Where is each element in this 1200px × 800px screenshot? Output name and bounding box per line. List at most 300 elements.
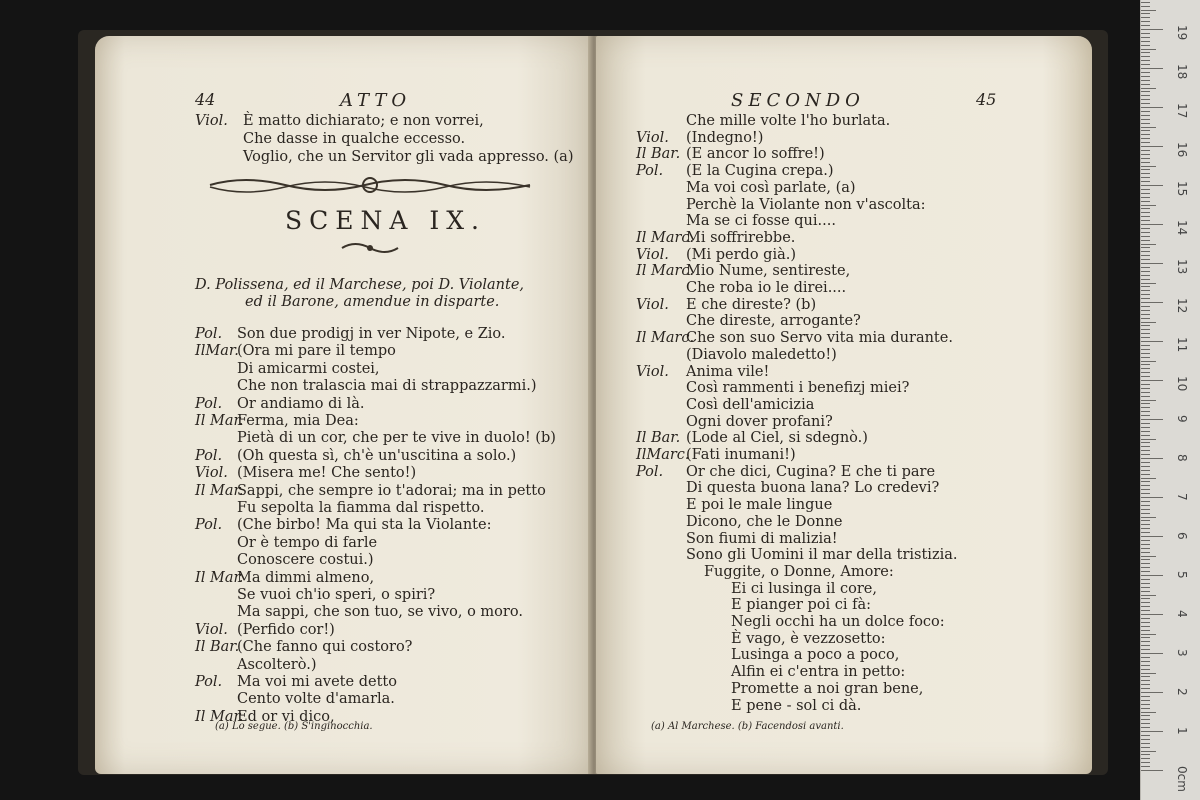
ruler-tick bbox=[1141, 84, 1150, 85]
verse-line: (Che birbo! Ma qui sta la Violante: bbox=[237, 517, 492, 534]
ruler-tick bbox=[1141, 134, 1150, 135]
ruler-tick bbox=[1141, 263, 1163, 264]
ruler-label: 7 bbox=[1175, 493, 1189, 501]
ruler-tick bbox=[1141, 325, 1150, 326]
ruler-tick bbox=[1141, 37, 1150, 38]
ruler-tick bbox=[1141, 676, 1150, 677]
ruler-tick bbox=[1141, 99, 1150, 100]
ruler-tick bbox=[1141, 407, 1150, 408]
ruler-tick bbox=[1141, 80, 1150, 81]
ruler-tick bbox=[1141, 372, 1150, 373]
speaker-label: Il Mar. bbox=[195, 413, 244, 429]
ruler-tick bbox=[1141, 673, 1156, 674]
ruler-tick bbox=[1141, 442, 1150, 443]
ruler-tick bbox=[1141, 403, 1150, 404]
ruler-tick bbox=[1141, 68, 1163, 69]
verse-line: Ma se ci fosse qui.... bbox=[686, 213, 836, 230]
ruler-label: 2 bbox=[1175, 688, 1189, 696]
ruler-tick bbox=[1141, 376, 1150, 377]
verse-line: Son fiumi di malizia! bbox=[686, 530, 838, 547]
ruler-tick bbox=[1141, 6, 1150, 7]
verse-line: Negli occhi ha un dolce foco: bbox=[731, 614, 945, 630]
ruler-tick bbox=[1141, 478, 1156, 479]
ruler-tick bbox=[1141, 333, 1150, 334]
ruler-tick bbox=[1141, 489, 1150, 490]
ruler-tick bbox=[1141, 466, 1150, 467]
ruler-tick bbox=[1141, 719, 1150, 720]
ruler-tick bbox=[1141, 591, 1150, 592]
ruler-tick bbox=[1141, 513, 1150, 514]
ruler-tick bbox=[1141, 88, 1156, 89]
ruler-tick bbox=[1141, 314, 1150, 315]
ruler-tick bbox=[1141, 232, 1150, 233]
ruler-label: 17 bbox=[1175, 103, 1189, 119]
ruler-label: 19 bbox=[1175, 25, 1189, 41]
verse-line: Ma voi mi avete detto bbox=[237, 674, 397, 690]
ruler-tick bbox=[1141, 384, 1150, 385]
ruler-label: 10 bbox=[1175, 376, 1189, 392]
ruler-tick bbox=[1141, 770, 1163, 771]
ruler-tick bbox=[1141, 302, 1163, 303]
ruler-tick bbox=[1141, 72, 1150, 73]
verse-line: Or che dici, Cugina? E che ti pare bbox=[686, 463, 936, 480]
verse-line: Alfin ei c'entra in petto: bbox=[731, 664, 906, 681]
speaker-label: IlMar. bbox=[195, 343, 239, 360]
verse-line: (Misera me! Che sento!) bbox=[237, 465, 417, 482]
verse-line: Che direste, arrogante? bbox=[686, 313, 861, 330]
ruler-tick bbox=[1141, 201, 1150, 202]
ruler-tick bbox=[1141, 649, 1150, 650]
ruler-tick bbox=[1141, 540, 1150, 541]
speaker-label: IlMarc. bbox=[636, 447, 690, 463]
ruler-tick bbox=[1141, 146, 1163, 147]
ruler-tick bbox=[1141, 286, 1150, 287]
ruler-tick bbox=[1141, 205, 1156, 206]
ruler-tick bbox=[1141, 766, 1150, 767]
ruler-tick bbox=[1141, 411, 1150, 412]
speaker-label: Pol. bbox=[195, 447, 223, 464]
cast-line: ed il Barone, amendue in disparte. bbox=[245, 294, 500, 310]
ruler-tick bbox=[1141, 485, 1150, 486]
verse-line: Cento volte d'amarla. bbox=[237, 691, 395, 708]
ruler-label: 5 bbox=[1175, 571, 1189, 579]
ruler-tick bbox=[1141, 275, 1150, 276]
verse-line: Conoscere costui.) bbox=[237, 552, 374, 569]
ruler-tick bbox=[1141, 119, 1150, 120]
ruler-tick bbox=[1141, 626, 1150, 627]
ruler-tick bbox=[1141, 493, 1150, 494]
ruler-tick bbox=[1141, 474, 1150, 475]
page-number: 44 bbox=[195, 90, 216, 109]
ruler-tick bbox=[1141, 154, 1150, 155]
ruler-tick bbox=[1141, 427, 1150, 428]
verse-line: (Mi perdo già.) bbox=[686, 246, 796, 263]
ruler-tick bbox=[1141, 271, 1150, 272]
ruler-tick bbox=[1141, 536, 1163, 537]
ruler-tick bbox=[1141, 684, 1150, 685]
ruler-tick bbox=[1141, 396, 1150, 397]
ruler-tick bbox=[1141, 708, 1150, 709]
ruler-label: 8 bbox=[1175, 454, 1189, 462]
ruler-tick bbox=[1141, 173, 1150, 174]
ruler-tick bbox=[1141, 762, 1150, 763]
ruler-tick bbox=[1141, 552, 1150, 553]
ruler-tick bbox=[1141, 349, 1150, 350]
verse-line: Mi soffrirebbe. bbox=[686, 229, 796, 246]
ruler-tick bbox=[1141, 450, 1150, 451]
speaker-label: Il Mar. bbox=[195, 569, 244, 586]
ruler-tick bbox=[1141, 279, 1150, 280]
verse-line: (Ora mi pare il tempo bbox=[237, 343, 396, 360]
ruler-tick bbox=[1141, 559, 1150, 560]
ruler-tick bbox=[1141, 583, 1150, 584]
verse-line: (Perfido cor!) bbox=[237, 621, 335, 638]
ruler-tick bbox=[1141, 731, 1163, 732]
ruler-tick bbox=[1141, 318, 1150, 319]
verse-line: Ed or vi dico, bbox=[237, 708, 335, 725]
verse-line: (Oh questa sì, ch'è un'uscitina a solo.) bbox=[237, 447, 517, 464]
ruler-tick bbox=[1141, 661, 1150, 662]
ruler-tick bbox=[1141, 95, 1150, 96]
ruler-tick bbox=[1141, 2, 1150, 3]
ruler-tick bbox=[1141, 630, 1150, 631]
ruler-label: 18 bbox=[1175, 64, 1189, 80]
ruler-tick bbox=[1141, 64, 1150, 65]
ruler-tick bbox=[1141, 462, 1150, 463]
measuring-ruler bbox=[1140, 0, 1200, 800]
ruler-label: 12 bbox=[1175, 298, 1189, 314]
speaker-label: Viol. bbox=[195, 621, 228, 638]
verse-line: Ascolterò.) bbox=[237, 656, 317, 673]
verse-line: È vago, è vezzosetto: bbox=[731, 630, 886, 647]
ruler-tick bbox=[1141, 21, 1150, 22]
ruler-tick bbox=[1141, 111, 1150, 112]
verse-line: Di amicarmi costei, bbox=[237, 360, 380, 377]
verse-line: Perchè la Violante non v'ascolta: bbox=[686, 196, 926, 213]
ruler-tick bbox=[1141, 622, 1150, 623]
ruler-tick bbox=[1141, 17, 1150, 18]
cast-line: D. Polissena, ed il Marchese, poi D. Violante, bbox=[195, 277, 525, 293]
ruler-label: 11 bbox=[1175, 337, 1189, 353]
verse-line: E pianger poi ci fà: bbox=[731, 597, 872, 614]
ruler-tick bbox=[1141, 704, 1150, 705]
ruler-tick bbox=[1141, 587, 1150, 588]
ruler-tick bbox=[1141, 501, 1150, 502]
ruler-tick bbox=[1141, 220, 1150, 221]
ruler-tick bbox=[1141, 224, 1163, 225]
ruler-tick bbox=[1141, 653, 1163, 654]
ruler-tick bbox=[1141, 439, 1156, 440]
ruler-tick bbox=[1141, 353, 1150, 354]
ruler-tick bbox=[1141, 431, 1150, 432]
ruler-tick bbox=[1141, 197, 1150, 198]
ruler-tick bbox=[1141, 142, 1150, 143]
verse-line: Che roba io le direi.... bbox=[686, 280, 847, 296]
ruler-tick bbox=[1141, 637, 1150, 638]
verse-line: (Indegno!) bbox=[686, 129, 764, 146]
verse-line: (Lode al Ciel, si sdegnò.) bbox=[686, 430, 868, 447]
speaker-label: Viol. bbox=[636, 296, 669, 313]
verse-line: Che mille volte l'ho burlata. bbox=[686, 113, 891, 129]
ruler-tick bbox=[1141, 310, 1150, 311]
right-page bbox=[596, 36, 1092, 774]
verse-line: E pene - sol ci dà. bbox=[731, 697, 862, 714]
ruler-tick bbox=[1141, 189, 1150, 190]
ruler-tick bbox=[1141, 283, 1156, 284]
ruler-tick bbox=[1141, 158, 1150, 159]
ruler-label: 4 bbox=[1175, 610, 1189, 618]
scene-title: SCENA IX. bbox=[285, 206, 487, 235]
speaker-label: Pol. bbox=[195, 395, 223, 412]
ruler-tick bbox=[1141, 52, 1150, 53]
ruler-tick bbox=[1141, 419, 1163, 420]
running-head: ATTO bbox=[340, 90, 412, 111]
page-number: 45 bbox=[976, 90, 997, 109]
verse-line: Sappi, che sempre io t'adorai; ma in petto bbox=[237, 482, 546, 499]
ruler-tick bbox=[1141, 517, 1156, 518]
ruler-tick bbox=[1141, 743, 1150, 744]
ruler-tick bbox=[1141, 610, 1150, 611]
footnote: (a) Lo segue. (b) S'inginocchia. bbox=[215, 721, 373, 732]
speaker-label: Il Bar. bbox=[636, 146, 681, 163]
speaker-label: Viol. bbox=[195, 113, 228, 129]
ruler-tick bbox=[1141, 76, 1150, 77]
ruler-tick bbox=[1141, 294, 1150, 295]
ruler-tick bbox=[1141, 739, 1150, 740]
ruler-tick bbox=[1141, 193, 1150, 194]
speaker-label: Viol. bbox=[636, 246, 669, 263]
ruler-label: 6 bbox=[1175, 532, 1189, 540]
ruler-tick bbox=[1141, 669, 1150, 670]
verse-line: Voglio, che un Servitor gli vada appresso. (a) bbox=[243, 149, 574, 165]
ruler-tick bbox=[1141, 532, 1150, 533]
ruler-tick bbox=[1141, 322, 1156, 323]
ruler-tick bbox=[1141, 400, 1156, 401]
speaker-label: Il Mar. bbox=[195, 482, 244, 499]
ruler-tick bbox=[1141, 665, 1150, 666]
ruler-tick bbox=[1141, 712, 1156, 713]
ruler-tick bbox=[1141, 267, 1150, 268]
ruler-tick bbox=[1141, 25, 1150, 26]
ruler-tick bbox=[1141, 747, 1150, 748]
speaker-label: Il Bar. bbox=[636, 430, 681, 447]
verse-line: Ma dimmi almeno, bbox=[237, 569, 375, 586]
verse-line: Promette a noi gran bene, bbox=[731, 680, 924, 697]
ruler-label: 9 bbox=[1175, 415, 1189, 423]
verse-line: È matto dichiarato; e non vorrei, bbox=[243, 113, 484, 129]
ruler-tick bbox=[1141, 290, 1150, 291]
left-page bbox=[95, 36, 592, 774]
ruler-tick bbox=[1141, 696, 1150, 697]
speaker-label: Pol. bbox=[195, 326, 223, 342]
ruler-tick bbox=[1141, 751, 1156, 752]
verse-line: E che direste? (b) bbox=[686, 296, 817, 313]
verse-line: Ogni dover profani? bbox=[686, 413, 833, 430]
ruler-tick bbox=[1141, 130, 1150, 131]
ruler-tick bbox=[1141, 169, 1150, 170]
verse-line: (Che fanno qui costoro? bbox=[237, 639, 413, 656]
ruler-tick bbox=[1141, 634, 1156, 635]
verse-line: Di questa buona lana? Lo credevi? bbox=[686, 480, 940, 497]
ruler-label: 1 bbox=[1175, 727, 1189, 735]
ruler-tick bbox=[1141, 13, 1150, 14]
ruler-tick bbox=[1141, 575, 1163, 576]
ruler-tick bbox=[1141, 458, 1163, 459]
ruler-tick bbox=[1141, 571, 1150, 572]
ruler-tick bbox=[1141, 688, 1150, 689]
ruler-tick bbox=[1141, 505, 1150, 506]
running-head: SECONDO bbox=[731, 90, 865, 111]
ruler-label: 14 bbox=[1175, 220, 1189, 236]
ruler-tick bbox=[1141, 306, 1150, 307]
ruler-tick bbox=[1141, 544, 1150, 545]
ruler-tick bbox=[1141, 528, 1150, 529]
ruler-tick bbox=[1141, 715, 1150, 716]
ruler-tick bbox=[1141, 735, 1150, 736]
verse-line: Anima vile! bbox=[686, 363, 770, 380]
ruler-label: 16 bbox=[1175, 142, 1189, 158]
ruler-tick bbox=[1141, 341, 1163, 342]
ruler-label: 13 bbox=[1175, 259, 1189, 275]
ruler-tick bbox=[1141, 509, 1150, 510]
ruler-tick bbox=[1141, 345, 1150, 346]
ruler-tick bbox=[1141, 107, 1163, 108]
ruler-tick bbox=[1141, 579, 1150, 580]
verse-line: Lusinga a poco a poco, bbox=[731, 647, 900, 664]
ruler-tick bbox=[1141, 150, 1150, 151]
ruler-tick bbox=[1141, 240, 1150, 241]
ruler-label: 15 bbox=[1175, 181, 1189, 197]
speaker-label: Il Marc. bbox=[636, 263, 695, 280]
verse-line: Così rammenti i benefizj miei? bbox=[686, 380, 910, 397]
ruler-tick bbox=[1141, 337, 1150, 338]
verse-line: (Diavolo maledetto!) bbox=[686, 346, 837, 363]
ruler-tick bbox=[1141, 657, 1150, 658]
ornament-divider bbox=[205, 173, 535, 201]
verse-line: Son due prodigj in ver Nipote, e Zio. bbox=[237, 326, 506, 342]
small-ornament bbox=[340, 240, 400, 260]
ruler-tick bbox=[1141, 470, 1150, 471]
ruler-tick bbox=[1141, 556, 1156, 557]
ruler-tick bbox=[1141, 138, 1150, 139]
ruler-tick bbox=[1141, 166, 1156, 167]
ruler-tick bbox=[1141, 259, 1150, 260]
ruler-tick bbox=[1141, 754, 1150, 755]
ruler-tick bbox=[1141, 10, 1156, 11]
ruler-tick bbox=[1141, 645, 1150, 646]
ruler-tick bbox=[1141, 524, 1150, 525]
ruler-tick bbox=[1141, 45, 1150, 46]
verse-line: Che son suo Servo vita mia durante. bbox=[686, 330, 953, 347]
verse-line: Ma sappi, che son tuo, se vivo, o moro. bbox=[237, 604, 523, 621]
ruler-tick bbox=[1141, 700, 1150, 701]
ruler-tick bbox=[1141, 208, 1150, 209]
ruler-tick bbox=[1141, 162, 1150, 163]
ruler-tick bbox=[1141, 298, 1150, 299]
ruler-tick bbox=[1141, 641, 1150, 642]
speaker-label: Il Marc. bbox=[636, 229, 695, 246]
verse-line: Così dell'amicizia bbox=[686, 396, 815, 413]
ruler-tick bbox=[1141, 29, 1163, 30]
verse-line: Sono gli Uomini il mar della tristizia. bbox=[686, 547, 958, 564]
ruler-tick bbox=[1141, 91, 1150, 92]
ruler-label: 3 bbox=[1175, 649, 1189, 657]
speaker-label: Viol. bbox=[195, 465, 228, 482]
ruler-tick bbox=[1141, 692, 1163, 693]
speaker-label: Il Marc. bbox=[636, 330, 695, 347]
verse-line: Fuggite, o Donne, Amore: bbox=[704, 563, 894, 580]
verse-line: (E la Cugina crepa.) bbox=[686, 163, 834, 180]
ruler-tick bbox=[1141, 216, 1150, 217]
ruler-tick bbox=[1141, 454, 1150, 455]
ruler-tick bbox=[1141, 614, 1163, 615]
ruler-tick bbox=[1141, 595, 1156, 596]
ruler-tick bbox=[1141, 127, 1156, 128]
speaker-label: Pol. bbox=[636, 463, 664, 480]
ruler-tick bbox=[1141, 618, 1150, 619]
ruler-tick bbox=[1141, 244, 1156, 245]
ruler-tick bbox=[1141, 329, 1150, 330]
ruler-tick bbox=[1141, 60, 1150, 61]
ruler-tick bbox=[1141, 228, 1150, 229]
ruler-tick bbox=[1141, 723, 1150, 724]
verse-line: Che dasse in qualche eccesso. bbox=[243, 131, 466, 147]
verse-line: Pietà di un cor, che per te vive in duolo! (b) bbox=[237, 430, 556, 447]
ruler-tick bbox=[1141, 606, 1150, 607]
ruler-label: 0cm bbox=[1175, 766, 1189, 792]
speaker-label: Pol. bbox=[195, 674, 223, 690]
speaker-label: Il Bar. bbox=[195, 639, 240, 656]
ruler-tick bbox=[1141, 103, 1150, 104]
ruler-tick bbox=[1141, 212, 1150, 213]
footnote: (a) Al Marchese. (b) Facendosi avanti. bbox=[651, 721, 844, 732]
speaker-label: Viol. bbox=[636, 129, 669, 146]
verse-line: Or è tempo di farle bbox=[237, 534, 378, 551]
ruler-tick bbox=[1141, 446, 1150, 447]
ruler-tick bbox=[1141, 185, 1163, 186]
ruler-tick bbox=[1141, 435, 1150, 436]
ruler-tick bbox=[1141, 368, 1150, 369]
ruler-tick bbox=[1141, 123, 1150, 124]
ruler-tick bbox=[1141, 423, 1150, 424]
verse-line: Dicono, che le Donne bbox=[686, 513, 843, 530]
verse-line: Or andiamo di là. bbox=[237, 395, 365, 412]
ruler-tick bbox=[1141, 481, 1150, 482]
ruler-tick bbox=[1141, 563, 1150, 564]
verse-line: Ferma, mia Dea: bbox=[237, 413, 359, 429]
ruler-tick bbox=[1141, 727, 1150, 728]
speaker-label: Pol. bbox=[195, 517, 223, 534]
ruler-tick bbox=[1141, 548, 1150, 549]
verse-line: (Fati inumani!) bbox=[686, 447, 796, 463]
ruler-tick bbox=[1141, 497, 1163, 498]
ruler-tick bbox=[1141, 680, 1150, 681]
speaker-label: Viol. bbox=[636, 363, 669, 380]
ruler-tick bbox=[1141, 33, 1150, 34]
verse-line: Ei ci lusinga il core, bbox=[731, 580, 877, 597]
ruler-tick bbox=[1141, 236, 1150, 237]
ruler-tick bbox=[1141, 41, 1150, 42]
verse-line: Che non tralascia mai di strappazzarmi.) bbox=[237, 378, 537, 395]
speaker-label: Il Mar. bbox=[195, 708, 244, 725]
verse-line: Mio Nume, sentireste, bbox=[686, 263, 851, 280]
ruler-tick bbox=[1141, 520, 1150, 521]
ruler-tick bbox=[1141, 247, 1150, 248]
verse-line: Se vuoi ch'io speri, o spiri? bbox=[237, 587, 436, 603]
ruler-tick bbox=[1141, 380, 1163, 381]
verse-line: (E ancor lo soffre!) bbox=[686, 146, 825, 163]
ruler-tick bbox=[1141, 56, 1150, 57]
